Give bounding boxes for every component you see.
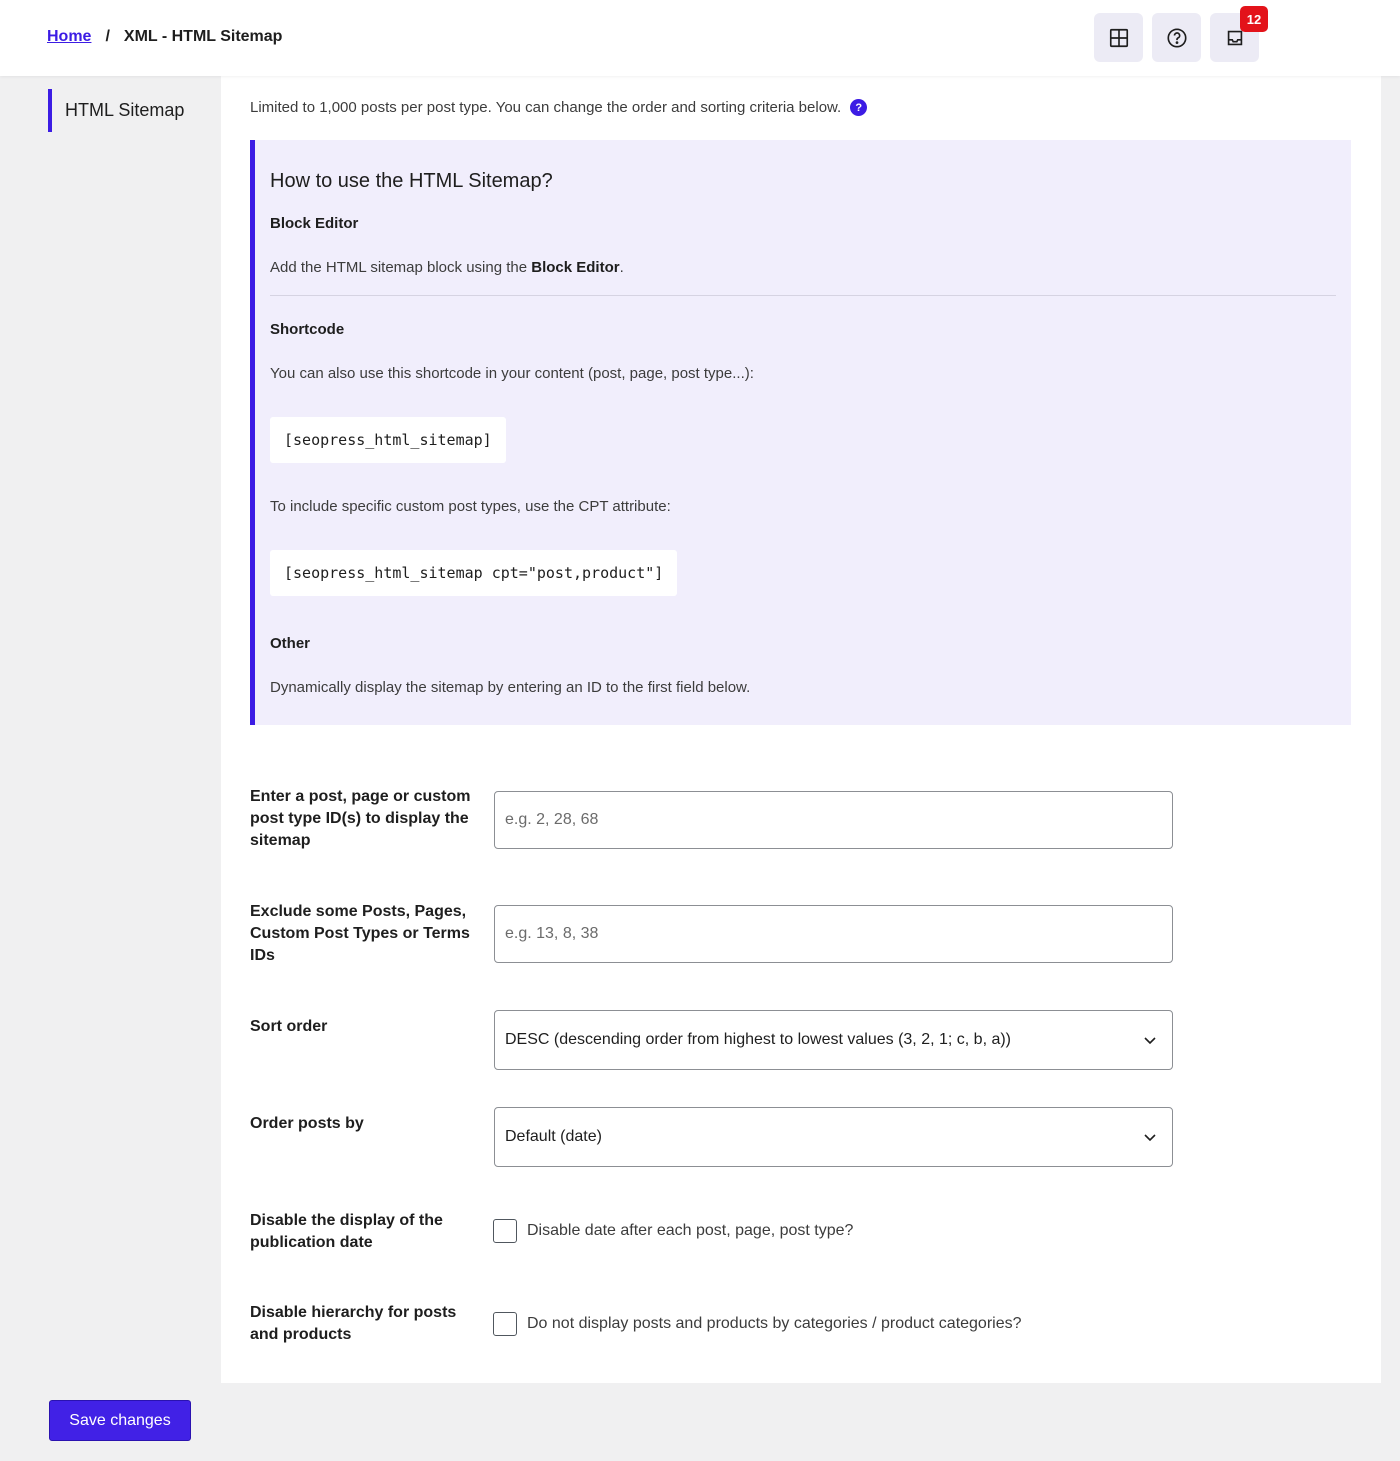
- disable-hierarchy-label: Disable hierarchy for posts and products: [250, 1304, 457, 1343]
- order-by-selected-value: Default (date): [505, 1128, 602, 1145]
- disable-date-checkbox[interactable]: [493, 1219, 517, 1243]
- shortcode-code[interactable]: [seopress_html_sitemap]: [270, 417, 506, 463]
- disable-hierarchy-checkbox[interactable]: [493, 1312, 517, 1336]
- other-heading: Other: [270, 635, 311, 652]
- top-bar: [0, 0, 1400, 76]
- order-by-select[interactable]: [494, 1107, 1173, 1167]
- exclude-ids-input[interactable]: [494, 905, 1173, 963]
- how-to-info-box: [250, 140, 1351, 725]
- disable-date-option: [493, 1219, 853, 1243]
- sort-order-select[interactable]: [494, 1010, 1173, 1070]
- shortcode-text: You can also use this shortcode in your content (post, page, post type...):: [270, 365, 754, 382]
- breadcrumb: [47, 28, 282, 46]
- help-button[interactable]: [1152, 13, 1201, 62]
- sort-order-label: Sort order: [250, 1018, 328, 1035]
- notification-count-badge: 12: [1240, 6, 1268, 32]
- sort-order-selected-value: DESC (descending order from highest to lowest values (3, 2, 1; c, b, a)): [505, 1031, 1012, 1048]
- disable-date-label: Disable the display of the publication date: [250, 1212, 443, 1251]
- cpt-shortcode-code[interactable]: [seopress_html_sitemap cpt="post,product"]: [270, 550, 677, 596]
- block-editor-heading: Block Editor: [270, 215, 359, 232]
- help-circle-icon: [1166, 27, 1188, 49]
- help-tooltip-icon[interactable]: ?: [850, 99, 867, 116]
- chevron-down-icon: [1142, 1032, 1158, 1048]
- breadcrumb-home-link[interactable]: Home: [47, 28, 92, 45]
- info-box-title: How to use the HTML Sitemap?: [270, 170, 553, 192]
- info-divider: [270, 295, 1336, 296]
- block-editor-text-bold: Block Editor: [531, 259, 620, 276]
- disable-hierarchy-option: [493, 1312, 1022, 1336]
- exclude-ids-label: Exclude some Posts, Pages, Custom Post Types or Terms IDs: [250, 903, 470, 964]
- save-changes-button[interactable]: Save changes: [49, 1400, 191, 1441]
- post-ids-label: Enter a post, page or custom post type ID(s) to display the sitemap: [250, 788, 471, 849]
- intro-text: Limited to 1,000 posts per post type. You can change the order and sorting criteria below.: [250, 99, 842, 116]
- intro-text-row: [250, 99, 867, 116]
- block-editor-text-end: .: [619, 259, 624, 276]
- breadcrumb-current: XML - HTML Sitemap: [123, 28, 283, 45]
- order-by-label: Order posts by: [250, 1115, 364, 1132]
- layout-grid-icon: [1108, 27, 1130, 49]
- layout-button[interactable]: [1094, 13, 1143, 62]
- sidebar-item-html-sitemap[interactable]: HTML Sitemap: [48, 89, 184, 132]
- shortcode-heading: Shortcode: [270, 321, 345, 338]
- chevron-down-icon: [1142, 1129, 1158, 1145]
- disable-hierarchy-checkbox-label[interactable]: Do not display posts and products by categories / product categories?: [527, 1315, 1022, 1332]
- block-editor-text: [270, 259, 624, 276]
- post-ids-input[interactable]: [494, 791, 1173, 849]
- cpt-attribute-text: To include specific custom post types, use the CPT attribute:: [270, 498, 671, 515]
- disable-date-checkbox-label[interactable]: Disable date after each post, page, post type?: [527, 1222, 854, 1239]
- breadcrumb-separator: /: [105, 28, 110, 45]
- other-text: Dynamically display the sitemap by entering an ID to the first field below.: [270, 679, 751, 696]
- block-editor-text-start: Add the HTML sitemap block using the: [270, 259, 532, 276]
- main-panel: [221, 76, 1381, 1383]
